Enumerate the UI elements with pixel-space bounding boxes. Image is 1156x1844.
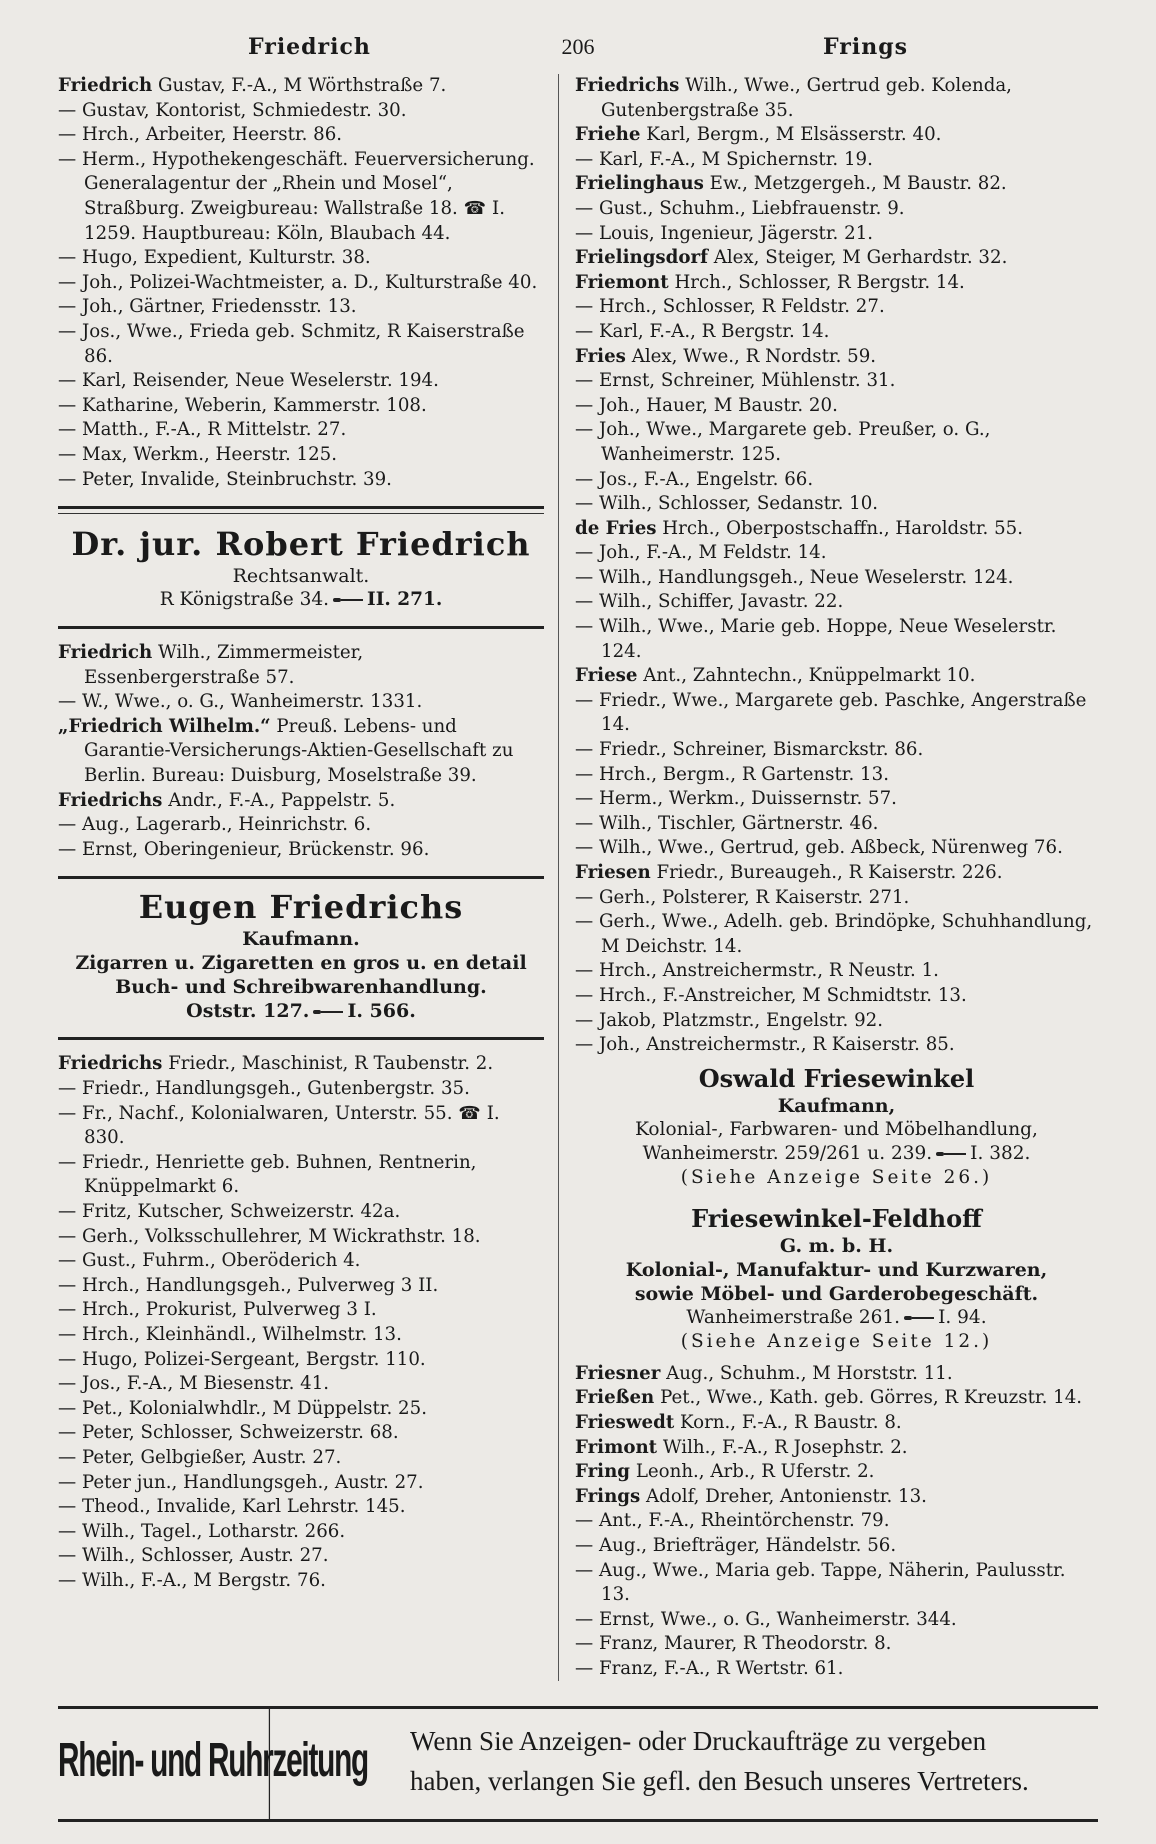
directory-entry: — Hrch., Prokurist, Pulverweg 3 I. — [58, 1299, 377, 1321]
header-left-keyword: Friedrich — [248, 34, 371, 60]
directory-entry: — Friedr., Henriette geb. Buhnen, Rentnerin, Knüppelmarkt 6. — [58, 1151, 477, 1198]
directory-entry: Fries Alex, Wwe., R Nordstr. 59. — [575, 345, 877, 367]
directory-entry: Friesen Friedr., Bureaugeh., R Kaiserstr. 226. — [575, 862, 1003, 883]
directory-entry: — Theod., Invalide, Karl Lehrstr. 145. — [58, 1496, 406, 1518]
directory-entry: — Hrch., Kleinhändl., Wilhelmstr. 13. — [58, 1323, 402, 1345]
directory-entry: — Gerh., Wwe., Adelh. geb. Brindöpke, Schuhhandlung, M Deichstr. 14. — [575, 911, 1093, 957]
directory-entry: Frielingsdorf Alex, Steiger, M Gerhardstr. 32. — [575, 247, 1008, 269]
directory-entry: — Hugo, Polizei-Sergeant, Bergstr. 110. — [58, 1348, 426, 1370]
ad-address-line: Wanheimerstraße 261. I. 94. — [686, 1306, 987, 1328]
ad-line: Kolonial-, Manufaktur- und Kurzwaren, — [625, 1258, 1048, 1281]
directory-entry: Friedrichs Wilh., Wwe., Gertrud geb. Kolenda, Gutenbergstraße 35. — [575, 75, 1012, 121]
directory-entry: — Joh., Hauer, M Baustr. 20. — [575, 394, 838, 416]
telephone-icon — [313, 1007, 343, 1017]
running-header — [58, 30, 1098, 74]
newspaper-name: Rhein- und Ruhrzeitung — [58, 1709, 270, 1819]
ad-address-line: R Königstraße 34. II. 271. — [159, 589, 443, 611]
directory-entry: — Jos., F.-A., M Biesenstr. 41. — [58, 1373, 330, 1395]
directory-entry: — Joh., Polizei-Wachtmeister, a. D., Kulturstraße 40. — [58, 271, 538, 293]
right-group-1 — [575, 74, 1098, 1058]
directory-entry: Friemont Hrch., Schlosser, R Bergstr. 14. — [575, 271, 965, 293]
advertisement-robert-friedrich — [58, 524, 544, 612]
directory-entry: — Hrch., Arbeiter, Heerstr. 86. — [58, 124, 343, 146]
directory-entry: — Peter jun., Handlungsgeh., Austr. 27. — [58, 1471, 424, 1493]
directory-entry: — Karl, Reisender, Neue Weselerstr. 194. — [58, 370, 439, 392]
directory-entry: — Wilh., Schiffer, Javastr. 22. — [575, 591, 844, 613]
advertisement-oswald-friesewinkel — [575, 1064, 1098, 1190]
right-column — [558, 74, 1098, 1681]
directory-entry: — Gust., Schuhm., Liebfrauenstr. 9. — [575, 197, 905, 219]
directory-entry: Friedrich Wilh., Zimmermeister, Essenbergerstraße 57. — [58, 642, 364, 688]
directory-entry: — Friedr., Handlungsgeh., Gutenbergstr. 35. — [58, 1078, 470, 1100]
directory-entry: Frielinghaus Ew., Metzgergeh., M Baustr. 82. — [575, 173, 1007, 195]
left-column — [58, 74, 558, 1681]
directory-entry: Fring Leonh., Arb., R Uferstr. 2. — [575, 1461, 875, 1483]
directory-entry: — Jakob, Platzmstr., Engelstr. 92. — [575, 1009, 884, 1031]
directory-entry: — Matth., F.-A., R Mittelstr. 27. — [58, 419, 347, 441]
directory-entry: Frings Adolf, Dreher, Antonienstr. 13. — [575, 1485, 927, 1507]
ad-line: sowie Möbel- und Garderobegeschäft. — [634, 1282, 1039, 1305]
telephone-icon — [904, 1313, 934, 1323]
ad-divider-top — [58, 506, 544, 509]
directory-entry: — Peter, Invalide, Steinbruchstr. 39. — [58, 468, 392, 490]
directory-entry: — Wilh., Schlosser, Austr. 27. — [58, 1545, 329, 1567]
ad-note: (Siehe Anzeige Seite 26.) — [680, 1166, 993, 1188]
ad-divider-bottom — [58, 1037, 544, 1040]
directory-entry: Friedrichs Friedr., Maschinist, R Taubenstr. 2. — [58, 1053, 494, 1075]
directory-entry: — Wilh., Wwe., Marie geb. Hoppe, Neue Weselerstr. 124. — [575, 616, 1057, 662]
directory-entry: — Friedr., Schreiner, Bismarckstr. 86. — [575, 739, 924, 761]
directory-entry: — Wilh., Tischler, Gärtnerstr. 46. — [575, 812, 879, 834]
ad-divider-top — [58, 876, 544, 879]
directory-entry: — Herm., Hypothekengeschäft. Feuerversicherung. Generalagentur der „Rhein und Mosel“, Straßburg. Zweigbureau: Wallstraße 18. ☎ I. 1259. Hauptbureau: Köln, Blaubach 44. — [58, 148, 535, 244]
ad-divider-top-thin — [58, 513, 544, 514]
left-group-3 — [58, 1052, 544, 1593]
directory-entry: de Fries Hrch., Oberpostschaffn., Haroldstr. 55. — [575, 517, 1024, 539]
directory-entry: — Aug., Lagerarb., Heinrichstr. 6. — [58, 814, 372, 836]
directory-entry: — Pet., Kolonialwhdlr., M Düppelstr. 25. — [58, 1397, 427, 1419]
directory-entry: — Hugo, Expedient, Kulturstr. 38. — [58, 247, 371, 269]
directory-entry: — Herm., Werkm., Duissernstr. 57. — [575, 788, 897, 810]
ad-subtitle: Rechtsanwalt. — [232, 565, 370, 588]
directory-entry: — Jos., F.-A., Engelstr. 66. — [575, 468, 814, 490]
ad-address-line: Oststr. 127. I. 566. — [186, 1000, 416, 1023]
ad-note: (Siehe Anzeige Seite 12.) — [680, 1330, 993, 1352]
directory-entry: — Joh., F.-A., M Feldstr. 14. — [575, 542, 827, 564]
advertisement-eugen-friedrichs — [58, 887, 544, 1023]
directory-entry: — Hrch., Bergm., R Gartenstr. 13. — [575, 763, 889, 785]
directory-entry: — Fritz, Kutscher, Schweizerstr. 42a. — [58, 1201, 401, 1222]
directory-entry: — Fr., Nachf., Kolonialwaren, Unterstr. 55. ☎ I. 830. — [58, 1102, 500, 1149]
left-group-2 — [58, 641, 544, 862]
directory-entry: — Ernst, Oberingenieur, Brückenstr. 96. — [58, 838, 430, 860]
directory-entry: Frieswedt Korn., F.-A., R Baustr. 8. — [575, 1411, 902, 1433]
directory-entry: — Ant., F.-A., Rheintörchenstr. 79. — [575, 1510, 890, 1532]
directory-entry: — Wilh., Handlungsgeh., Neue Weselerstr. 124. — [575, 566, 1014, 588]
directory-entry: — Hrch., Handlungsgeh., Pulverweg 3 II. — [58, 1274, 439, 1296]
directory-entry: — Katharine, Weberin, Kammerstr. 108. — [58, 394, 427, 416]
directory-entry: Frimont Wilh., F.-A., R Josephstr. 2. — [575, 1436, 908, 1458]
ad-title: Eugen Friedrichs — [138, 888, 464, 927]
directory-entry: — Louis, Ingenieur, Jägerstr. 21. — [575, 222, 874, 244]
directory-entry: — Hrch., Schlosser, R Feldstr. 27. — [575, 296, 885, 318]
ad-subtitle: Kaufmann, — [777, 1094, 896, 1117]
directory-entry: — Franz, F.-A., R Wertstr. 61. — [575, 1657, 844, 1679]
ad-address-line: Wanheimerstr. 259/261 u. 239. I. 382. — [642, 1142, 1031, 1164]
directory-entry: — Hrch., F.-Anstreicher, M Schmidtstr. 13. — [575, 984, 967, 1006]
directory-entry: — Wilh., Wwe., Gertrud, geb. Aßbeck, Nürenweg 76. — [575, 837, 1063, 859]
ad-divider-bottom — [58, 626, 544, 629]
page-number: 206 — [561, 34, 595, 59]
directory-entry: Frießen Pet., Wwe., Kath. geb. Görres, R Kreuzstr. 14. — [575, 1387, 1083, 1409]
ad-subtitle: Kaufmann. — [242, 928, 360, 951]
directory-entry: — Ernst, Wwe., o. G., Wanheimerstr. 344. — [575, 1608, 957, 1630]
ad-line: Kolonial-, Farbwaren- und Möbelhandlung, — [635, 1118, 1038, 1140]
directory-entry: Friehe Karl, Bergm., M Elsässerstr. 40. — [575, 124, 942, 146]
directory-entry: — Joh., Anstreichermstr., R Kaiserstr. 85. — [575, 1034, 955, 1056]
right-group-2 — [575, 1362, 1098, 1682]
left-group-1 — [58, 74, 544, 492]
directory-entry: — Joh., Wwe., Margarete geb. Preußer, o. G., Wanheimerstr. 125. — [575, 419, 991, 465]
directory-entry: — Wilh., F.-A., M Bergstr. 76. — [58, 1569, 326, 1591]
directory-entry: „Friedrich Wilhelm.“ Preuß. Lebens- und Garantie-Versicherungs-Aktien-Gesellschaft zu Berlin. Bureau: Duisburg, Moselstraße 39. — [58, 715, 514, 787]
directory-entry: — Hrch., Anstreichermstr., R Neustr. 1. — [575, 960, 939, 982]
directory-entry: — Karl, F.-A., M Spichernstr. 19. — [575, 148, 873, 170]
directory-entry: — Ernst, Schreiner, Mühlenstr. 31. — [575, 370, 896, 392]
telephone-icon — [333, 595, 363, 605]
bottom-advertisement-banner — [58, 1706, 1098, 1822]
directory-entry: — Aug., Wwe., Maria geb. Tappe, Näherin, Paulusstr. 13. — [575, 1559, 1066, 1606]
directory-entry: — Friedr., Wwe., Margarete geb. Paschke, Angerstraße 14. — [575, 689, 1087, 736]
directory-entry: — Peter, Schlosser, Schweizerstr. 68. — [58, 1422, 399, 1444]
directory-entry: — Karl, F.-A., R Bergstr. 14. — [575, 320, 830, 342]
ad-line: Buch- und Schreibwarenhandlung. — [115, 976, 487, 999]
directory-entry: — Gust., Fuhrm., Oberöderich 4. — [58, 1250, 361, 1272]
directory-entry: — W., Wwe., o. G., Wanheimerstr. 1331. — [58, 691, 423, 713]
ad-line: Zigarren u. Zigaretten en gros u. en detail — [75, 952, 527, 975]
directory-entry: — Franz, Maurer, R Theodorstr. 8. — [575, 1633, 892, 1655]
banner-line: haben, verlangen Sie gefl. den Besuch unseres Vertreters. — [410, 1766, 1029, 1796]
banner-message — [400, 1709, 1098, 1819]
directory-entry: — Max, Werkm., Heerstr. 125. — [58, 443, 338, 465]
directory-entry: — Gerh., Polsterer, R Kaiserstr. 271. — [575, 886, 910, 908]
directory-entry: — Joh., Gärtner, Friedensstr. 13. — [58, 296, 357, 318]
header-right-keyword: Frings — [823, 34, 908, 60]
advertisement-friesewinkel-feldhoff — [575, 1204, 1098, 1354]
ad-subtitle: G. m. b. H. — [779, 1234, 894, 1257]
directory-entry: Friedrichs Andr., F.-A., Pappelstr. 5. — [58, 789, 396, 811]
directory-entry: — Wilh., Schlosser, Sedanstr. 10. — [575, 493, 879, 515]
directory-entry: — Wilh., Tagel., Lotharstr. 266. — [58, 1520, 346, 1542]
directory-entry: — Gerh., Volksschullehrer, M Wickrathstr. 18. — [58, 1225, 481, 1247]
directory-entry: Friesner Aug., Schuhm., M Horststr. 11. — [575, 1362, 953, 1384]
directory-entry: Friedrich Gustav, F.-A., M Wörthstraße 7. — [58, 75, 447, 96]
ad-title: Friesewinkel-Feldhoff — [691, 1203, 982, 1233]
ad-title: Oswald Friesewinkel — [698, 1063, 975, 1093]
two-column-body — [58, 74, 1098, 1681]
banner-line: Wenn Sie Anzeigen- oder Druckaufträge zu vergeben — [410, 1726, 987, 1756]
directory-entry: — Peter, Gelbgießer, Austr. 27. — [58, 1446, 342, 1468]
ad-title: Dr. jur. Robert Friedrich — [71, 525, 531, 564]
telephone-icon — [936, 1149, 966, 1159]
directory-entry: Friese Ant., Zahntechn., Knüppelmarkt 10. — [575, 665, 976, 687]
directory-entry: — Jos., Wwe., Frieda geb. Schmitz, R Kaiserstraße 86. — [58, 320, 525, 367]
directory-entry: — Aug., Briefträger, Händelstr. 56. — [575, 1534, 897, 1556]
directory-entry: — Gustav, Kontorist, Schmiedestr. 30. — [58, 99, 407, 121]
